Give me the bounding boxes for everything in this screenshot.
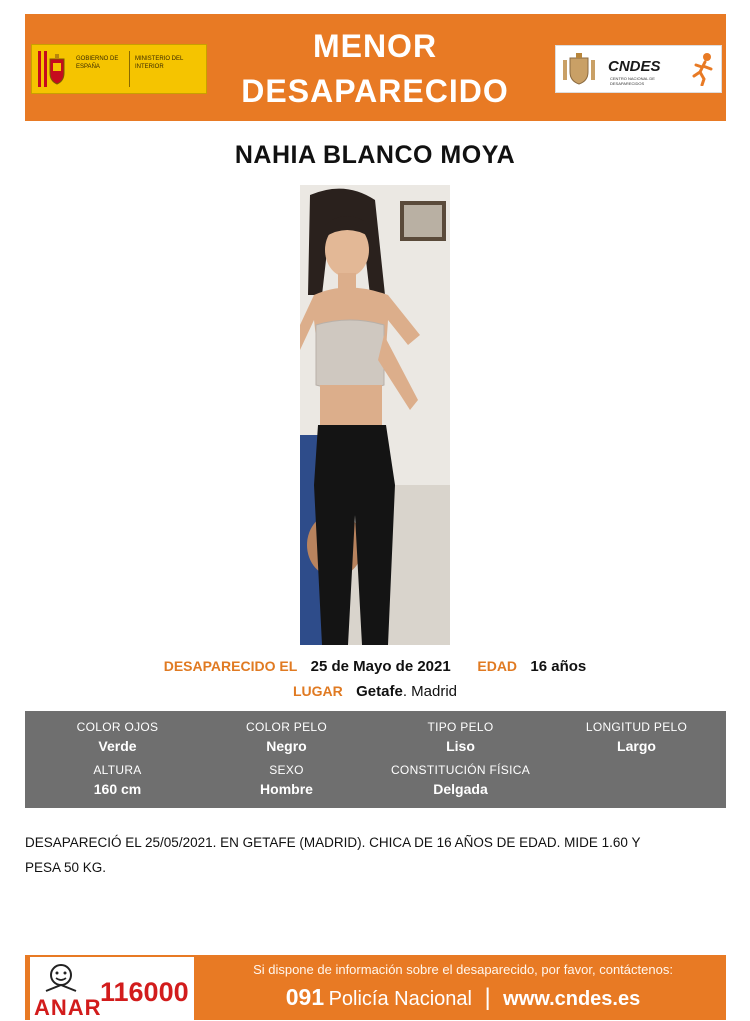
trait-eye-color [30,720,205,754]
age-value: 16 años [530,658,587,675]
trait-label: TIPO PELO [427,720,494,734]
place-info-line [0,683,750,701]
government-label: GOBIERNO DE ESPAÑA [76,56,119,70]
trait-height [30,763,205,797]
trait-build [373,763,548,797]
website-link[interactable]: www.cndes.es [503,988,641,1010]
trait-value: Hombre [260,781,313,797]
poster-title-line1: MENOR [312,28,438,64]
trait-hair-type [373,720,548,754]
trait-value: Liso [446,738,475,754]
trait-hair-length [549,720,724,754]
trait-label: ALTURA [93,763,142,777]
trait-value: Negro [266,738,307,754]
place-label: LUGAR [293,683,343,699]
missing-date-value: 25 de Mayo de 2021 [310,658,451,675]
runner-icon [690,52,716,86]
anar-phone-number: 116000 [100,977,189,1007]
ministry-label: MINISTERIO DEL INTERIOR [135,56,184,70]
cndes-name: CNDES [608,58,661,75]
trait-label: LONGITUD PELO [585,720,688,734]
police-name: Policía Nacional [328,988,472,1010]
trait-sex [199,763,374,797]
cndes-logo [555,45,722,93]
description-line: PESA 50 KG. [25,860,107,875]
case-description [25,830,730,880]
age-label: EDAD [477,658,518,674]
cndes-subtitle: CENTRO NACIONAL DE DESAPARECIDOS [610,76,655,86]
missing-person-name: NAHIA BLANCO MOYA [234,141,516,169]
trait-value: Largo [617,738,656,754]
missing-date-label: DESAPARECIDO EL [163,658,298,674]
place-city: Getafe [356,683,403,700]
description-line: DESAPARECIÓ EL 25/05/2021. EN GETAFE (MADRID). CHICA DE 16 AÑOS DE EDAD. MIDE 1.60 Y [25,835,641,850]
trait-label: SEXO [269,763,304,777]
anar-word: ANAR [34,995,102,1020]
coat-of-arms-icon [38,51,70,87]
trait-label: COLOR OJOS [76,720,159,734]
trait-value: 160 cm [93,781,142,797]
trait-value: Delgada [433,781,488,797]
contact-separator: | [484,984,491,1011]
trait-label: COLOR PELO [245,720,328,734]
missing-person-photo [300,185,450,645]
police-phone-number: 091 [285,984,325,1010]
missing-info-line [0,658,750,676]
trait-value: Verde [98,738,137,754]
government-logo [31,44,207,94]
smiley-face-icon [42,963,80,997]
contact-line [200,984,726,1012]
logo-divider [129,51,130,87]
place-region: . Madrid [402,683,457,700]
poster-title-line2: DESAPARECIDO [241,73,509,109]
trait-label: CONSTITUCIÓN FÍSICA [390,763,531,777]
anar-logo [30,957,194,1020]
characteristics-panel [25,711,726,808]
trait-hair-color [199,720,374,754]
contact-message: Si dispone de información sobre el desaparecido, por favor, contáctenos: [253,962,673,977]
crest-icon [560,50,598,88]
